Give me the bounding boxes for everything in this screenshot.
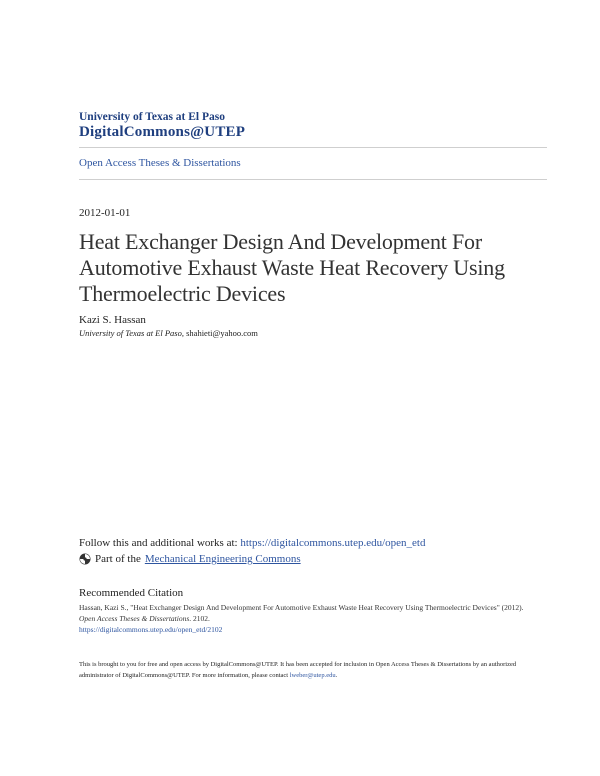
citation-heading: Recommended Citation xyxy=(79,587,184,599)
publication-date: 2012-01-01 xyxy=(79,207,131,219)
notice-text xyxy=(79,659,539,681)
citation-url[interactable]: https://digitalcommons.utep.edu/open_etd/2102 xyxy=(79,625,223,634)
discipline-link[interactable]: Mechanical Engineering Commons xyxy=(144,553,301,565)
citation-body xyxy=(79,602,539,635)
citation-source: Open Access Theses & Dissertations xyxy=(79,614,190,623)
affiliation-institution: University of Texas at El Paso xyxy=(79,328,182,338)
notice-body: This is brought to you for free and open access by DigitalCommons@UTEP. It has been accepted for inclusion in Open Access Theses & Dissertations by an authorized administrator of DigitalCommons@UTEP. For more information, please contact xyxy=(79,661,517,679)
follow-link[interactable]: https://digitalcommons.utep.edu/open_etd xyxy=(240,537,426,549)
citation-number: . 2102. xyxy=(189,614,210,623)
notice-end: . xyxy=(335,672,338,679)
follow-line xyxy=(79,537,425,549)
institution-name[interactable]: University of Texas at El Paso xyxy=(79,111,225,123)
contact-email-link[interactable]: lweber@utep.edu xyxy=(289,672,336,679)
part-of-line xyxy=(79,553,301,565)
divider-bottom xyxy=(79,179,547,180)
open-access-icon xyxy=(79,553,91,565)
citation-text: Hassan, Kazi S., "Heat Exchanger Design And Development For Automotive Exhaust Waste Heat Recovery Using Thermoelectric Devices" (2012). xyxy=(79,603,524,612)
author-affiliation xyxy=(79,328,258,338)
part-of-label: Part of the xyxy=(95,553,141,565)
document-title: Heat Exchanger Design And Development For Automotive Exhaust Waste Heat Recovery Using Thermoelectric Devices xyxy=(79,229,505,306)
divider-top xyxy=(79,147,547,148)
author-name: Kazi S. Hassan xyxy=(79,314,146,326)
affiliation-email: , shahieti@yahoo.com xyxy=(181,328,258,338)
follow-label: Follow this and additional works at: xyxy=(79,537,241,549)
repository-name[interactable]: DigitalCommons@UTEP xyxy=(79,124,246,140)
collection-link[interactable]: Open Access Theses & Dissertations xyxy=(79,157,241,169)
